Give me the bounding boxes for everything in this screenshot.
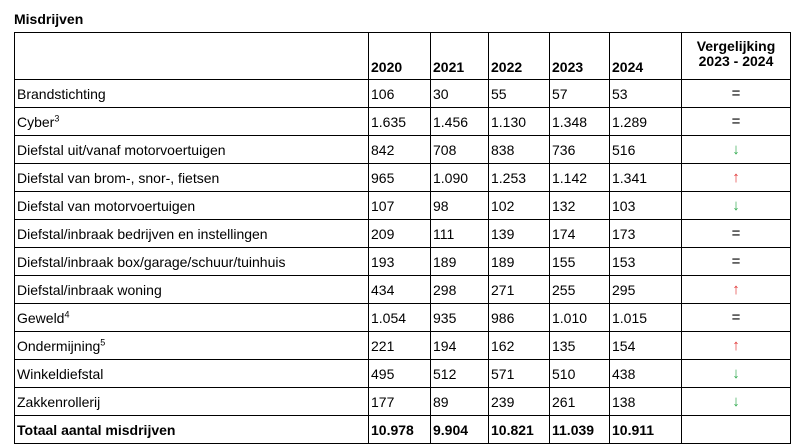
year-value: 221 [369,332,431,360]
total-value: 11.039 [550,416,610,444]
year-value: 295 [610,276,682,304]
total-row [15,416,791,444]
year-value: 155 [550,248,610,276]
row-label [15,332,369,360]
comparison-cell [682,136,791,164]
year-value: 1.348 [550,108,610,136]
header-year: 2021 [431,33,489,80]
year-value: 132 [550,192,610,220]
year-value: 194 [431,332,489,360]
arrow-down-icon: ↓ [732,392,740,410]
row-label-text: Diefstal uit/vanaf motorvoertuigen [17,141,226,158]
year-value: 1.142 [550,164,610,192]
year-value: 261 [550,388,610,416]
year-value: 189 [489,248,550,276]
total-value: 10.911 [610,416,682,444]
row-label-text: Cyber [17,113,55,130]
year-value: 107 [369,192,431,220]
comparison-cell [682,192,791,220]
row-label [15,108,369,136]
comparison-cell [682,332,791,360]
table-row [15,164,791,192]
year-value: 98 [431,192,489,220]
year-value: 512 [431,360,489,388]
comparison-cell [682,220,791,248]
header-label [15,33,369,80]
year-value: 571 [489,360,550,388]
total-value: 10.978 [369,416,431,444]
year-value: 255 [550,276,610,304]
year-value: 271 [489,276,550,304]
equal-icon: = [731,308,741,326]
table-row [15,80,791,108]
year-value: 173 [610,220,682,248]
row-label [15,220,369,248]
table-row [15,192,791,220]
year-value: 1.054 [369,304,431,332]
year-value: 239 [489,388,550,416]
year-value: 89 [431,388,489,416]
year-value: 103 [610,192,682,220]
arrow-up-icon: ↑ [732,280,740,298]
year-value: 1.635 [369,108,431,136]
year-value: 838 [489,136,550,164]
table-row [15,136,791,164]
year-value: 708 [431,136,489,164]
table-row [15,276,791,304]
year-value: 138 [610,388,682,416]
year-value: 298 [431,276,489,304]
comparison-cell [682,304,791,332]
table-row [15,388,791,416]
year-value: 1.090 [431,164,489,192]
year-value: 1.456 [431,108,489,136]
header-year: 2023 [550,33,610,80]
year-value: 57 [550,80,610,108]
year-value: 193 [369,248,431,276]
arrow-down-icon: ↓ [732,140,740,158]
row-label-text: Diefstal/inbraak woning [17,281,162,298]
footnote-marker: 4 [64,308,70,319]
row-label-text: Brandstichting [17,85,106,102]
row-label-text: Diefstal van motorvoertuigen [17,197,196,214]
comparison-cell [682,276,791,304]
row-label [15,164,369,192]
year-value: 1.289 [610,108,682,136]
row-label-text: Diefstal van brom-, snor-, fietsen [17,169,220,186]
year-value: 162 [489,332,550,360]
year-value: 965 [369,164,431,192]
equal-icon: = [731,252,741,270]
equal-icon: = [731,224,741,242]
row-label [15,248,369,276]
year-value: 174 [550,220,610,248]
row-label [15,388,369,416]
year-value: 189 [431,248,489,276]
table-row [15,108,791,136]
comparison-cell [682,108,791,136]
year-value: 154 [610,332,682,360]
row-label-text: Geweld [17,309,65,326]
footnote-marker: 3 [54,112,60,123]
total-comparison [682,416,791,444]
header-row [15,33,791,80]
year-value: 516 [610,136,682,164]
row-label-text: Diefstal/inbraak box/garage/schuur/tuinhuis [17,253,286,270]
arrow-up-icon: ↑ [732,168,740,186]
row-label-text: Ondermijning [17,337,101,354]
header-year: 2020 [369,33,431,80]
year-value: 111 [431,220,489,248]
year-value: 1.253 [489,164,550,192]
row-label [15,304,369,332]
year-value: 438 [610,360,682,388]
row-label [15,80,369,108]
equal-icon: = [731,112,741,130]
year-value: 139 [489,220,550,248]
year-value: 842 [369,136,431,164]
year-value: 106 [369,80,431,108]
year-value: 935 [431,304,489,332]
year-value: 1.010 [550,304,610,332]
year-value: 434 [369,276,431,304]
year-value: 495 [369,360,431,388]
row-label-text: Diefstal/inbraak bedrijven en instellingen [17,225,268,242]
equal-icon: = [731,84,741,102]
comparison-cell [682,164,791,192]
year-value: 209 [369,220,431,248]
year-value: 510 [550,360,610,388]
header-year: 2022 [489,33,550,80]
row-label-text: Zakkenrollerij [17,393,101,410]
year-value: 30 [431,80,489,108]
arrow-up-icon: ↑ [732,336,740,354]
header-comparison-line1: Vergelijking [696,38,776,54]
footnote-marker: 5 [100,336,106,347]
year-value: 102 [489,192,550,220]
header-comparison [682,33,791,80]
year-value: 1.130 [489,108,550,136]
table-row [15,304,791,332]
page-title: Misdrijven [14,11,84,27]
year-value: 135 [550,332,610,360]
year-value: 55 [489,80,550,108]
year-value: 153 [610,248,682,276]
comparison-cell [682,248,791,276]
row-label [15,192,369,220]
row-label [15,136,369,164]
table-row [15,248,791,276]
table-row [15,360,791,388]
year-value: 177 [369,388,431,416]
year-value: 736 [550,136,610,164]
table-row [15,332,791,360]
total-label: Totaal aantal misdrijven [15,416,369,444]
comparison-cell [682,388,791,416]
table-row [15,220,791,248]
year-value: 986 [489,304,550,332]
header-comparison-line2: 2023 - 2024 [698,53,774,69]
year-value: 1.341 [610,164,682,192]
comparison-cell [682,360,791,388]
header-year: 2024 [610,33,682,80]
row-label-text: Winkeldiefstal [17,365,104,382]
year-value: 1.015 [610,304,682,332]
table-body [15,80,791,444]
arrow-down-icon: ↓ [732,196,740,214]
row-label [15,360,369,388]
row-label [15,276,369,304]
comparison-cell [682,80,791,108]
total-value: 9.904 [431,416,489,444]
arrow-down-icon: ↓ [732,364,740,382]
year-value: 53 [610,80,682,108]
crime-table [14,32,791,444]
total-value: 10.821 [489,416,550,444]
